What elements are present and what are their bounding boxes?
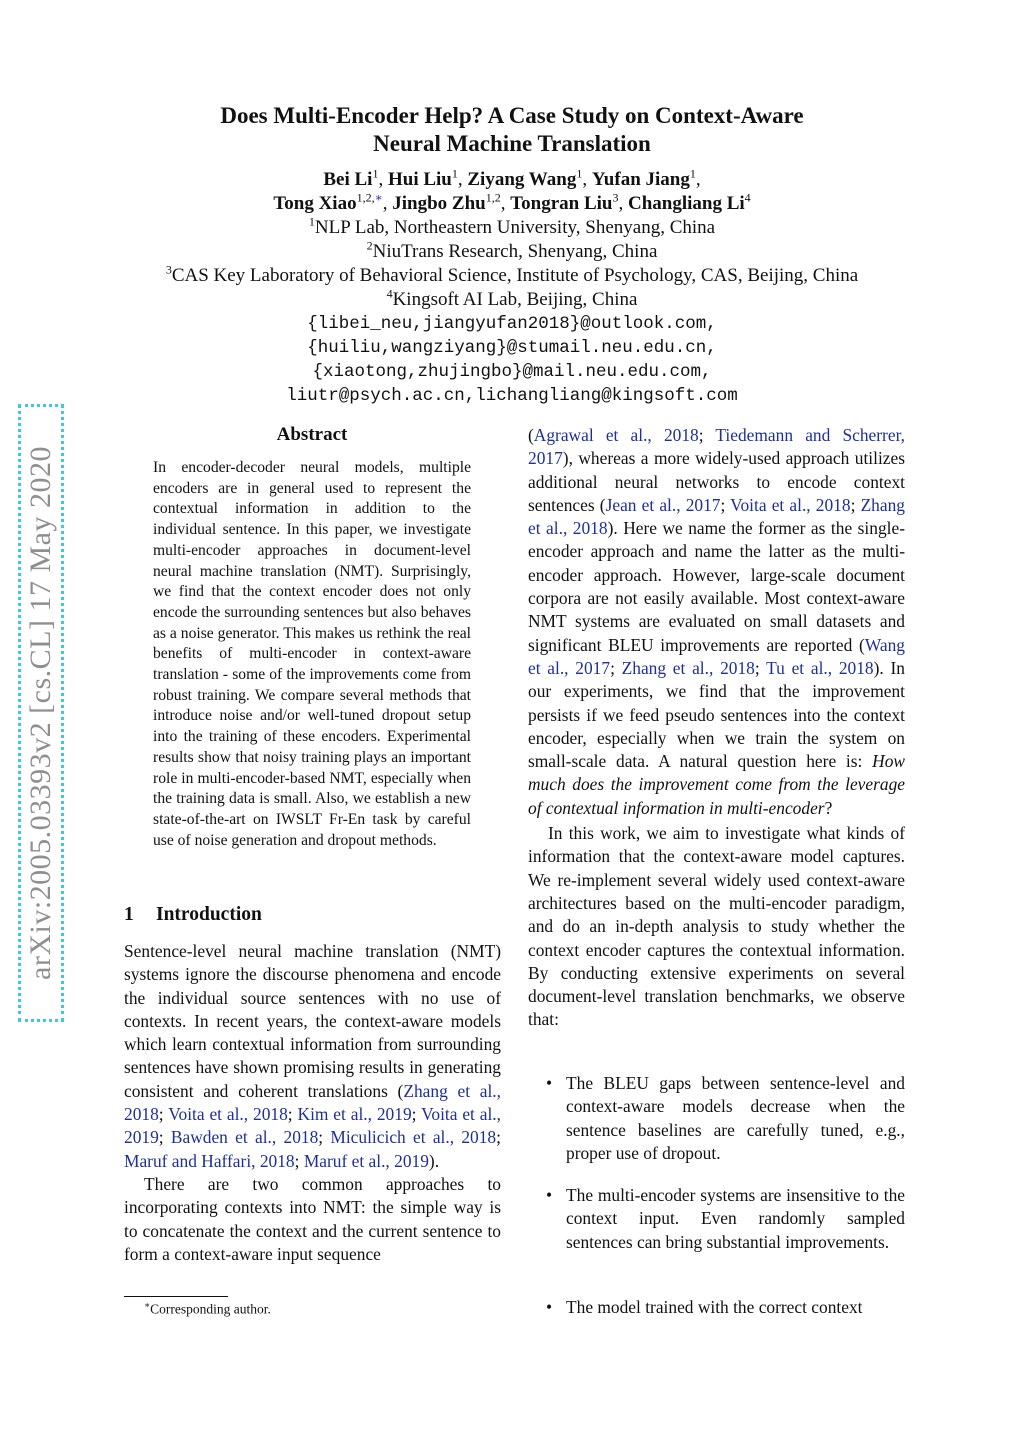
author-name: Tong Xiao <box>273 193 357 214</box>
affiliation-2 <box>100 240 924 264</box>
email-line: {libei_neu,jiangyufan2018}@outlook.com, <box>307 314 717 334</box>
abstract-body: In encoder-decoder neural models, multiple encoders are in general used to represent the contextual information in addition to the individual sentence. In this paper, we investigate multi-encoder approaches in document-level neural machine translation (NMT). Surprisingly, we find that the context encoder does not only encode the surrounding sentences but also behaves as a noise generator. This makes us rethink the real benefits of multi-encoder in context-aware translation - some of the improvements come from robust training. We compare several methods that introduce noise and/or well-tuned dropout setup into the training of these encoders. Experimental results show that noisy training plays an important role in multi-encoder-based NMT, especially when the training data is small. Also, we establish a new state-of-the-art on IWSLT Fr-En task by careful use of noise generation and dropout methods. <box>153 459 471 849</box>
affiliation-3 <box>100 264 924 288</box>
footnote-text: Corresponding author. <box>150 1301 271 1317</box>
paragraph-text: Sentence-level neural machine translation (NMT) systems ignore the discourse phenomena and encode the individual source sentences with no use of contexts. In recent years, the context-aware models which learn contextual information from surrounding sentences have shown promising results in generating consistent and coherent translations ( <box>124 941 501 1101</box>
affiliation-mark: 2 <box>366 238 373 253</box>
affiliation-text: NLP Lab, Northeastern University, Shenyang, China <box>314 217 716 238</box>
findings-list <box>528 1184 905 1254</box>
author-name: Ziyang Wang <box>467 169 577 190</box>
author-name: Bei Li <box>323 169 373 190</box>
list-item-text: The model trained with the correct context <box>566 1297 863 1317</box>
list-item <box>528 1296 905 1319</box>
citation-link[interactable]: Miculicich et al., 2018 <box>330 1127 497 1148</box>
section-number: 1 <box>124 904 134 925</box>
author-affil-mark: 4 <box>744 190 751 205</box>
author-affil-mark: 1 <box>689 166 696 181</box>
research-question: How much does the improvement come from the leverage of contextual information in multi-encoder <box>528 751 905 818</box>
citation-link[interactable]: Zhang et al., 2018 <box>528 494 905 539</box>
author-block <box>100 168 924 408</box>
paragraph-text: ). In our experiments, we find that the improvement persists if we feed pseudo sentences into the context encoder, especially when we train the system on small-scale data. A natural question here is: <box>528 657 905 772</box>
affiliation-1 <box>100 216 924 240</box>
citation-link[interactable]: Tu et al., 2018 <box>766 657 874 678</box>
author-affil-mark: 1,2 <box>485 190 501 205</box>
right-column-body <box>528 424 905 1032</box>
findings-list <box>528 1296 905 1319</box>
affiliation-mark: 4 <box>386 286 393 301</box>
arxiv-identifier: arXiv:2005.03393v2 [cs.CL] 17 May 2020 <box>24 446 57 980</box>
email-line: {xiaotong,zhujingbo}@mail.neu.edu.com, <box>312 362 712 382</box>
affiliation-mark: 1 <box>308 214 315 229</box>
list-item <box>528 1072 905 1165</box>
author-affil-mark: 3 <box>612 190 619 205</box>
corresponding-author-mark[interactable]: ∗ <box>374 190 383 205</box>
list-item-text: The BLEU gaps between sentence-level and context-aware models decrease when the sentence baselines are carefully tuned, e.g., proper use of dropout. <box>566 1073 905 1163</box>
section-title: Introduction <box>156 904 262 925</box>
author-affil-mark: 1,2, <box>356 190 375 205</box>
arxiv-stamp <box>18 404 64 1022</box>
affiliation-text: Kingsoft AI Lab, Beijing, China <box>392 289 638 310</box>
author-name: Yufan Jiang <box>591 169 690 190</box>
author-name: Changliang Li <box>627 193 745 214</box>
list-item-text: The multi-encoder systems are insensitive to the context input. Even randomly sampled sentences can bring substantial improvements. <box>566 1185 905 1252</box>
author-name: Jingbo Zhu <box>392 193 486 214</box>
intro-paragraph-3: In this work, we aim to investigate what kinds of information that the context-aware model captures. We re-implement several widely used context-aware architectures based on the multi-encoder paradigm, and do an in-depth analysis to study whether the context encoder captures the contextual information. By conducting extensive experiments on several document-level translation benchmarks, we observe that: <box>528 823 905 1030</box>
email-line: liutr@psych.ac.cn,lichangliang@kingsoft.com <box>286 386 738 406</box>
title-line-1: Does Multi-Encoder Help? A Case Study on Context-Aware <box>220 103 804 128</box>
author-affil-mark: 1 <box>372 166 379 181</box>
author-affil-mark: 1 <box>576 166 583 181</box>
citation-link[interactable]: Jean et al., 2017 <box>605 494 721 515</box>
paragraph-text: ). Here we name the former as the single-encoder approach and name the latter as the multi-encoder approach. However, large-scale document corpora are not easily available. Most context-aware NMT systems are evaluated on small datasets and significant BLEU improvements are reported ( <box>528 518 905 655</box>
citation-link[interactable]: Zhang et al., 2018 <box>621 657 755 678</box>
bullet-icon: • <box>546 1185 553 1205</box>
intro-paragraph-2-continued: (Agrawal et al., 2018; Tiedemann and Scherrer, 2017), whereas a more widely-used approach utilizes additional neural networks to encode context sentences (Jean et al., 2017; Voita et al., 2018; Zhang et al., 2018). Here we name the former as the single-encoder approach and name the latter as the multi-encoder approach. However, large-scale document corpora are not easily available. Most context-aware NMT systems are evaluated on small datasets and significant BLEU improvements are reported (Wang et al., 2017; Zhang et al., 2018; Tu et al., 2018). In our experiments, we find that the improvement persists if we feed pseudo sentences into the context encoder, especially when we train the system on small-scale data. A natural question here is: How much does the improvement come from the leverage of contextual information in multi-encoder? <box>528 425 906 818</box>
findings-list <box>528 1072 905 1165</box>
affiliation-4 <box>100 288 924 312</box>
citation-link[interactable]: Bawden et al., 2018 <box>170 1127 319 1148</box>
email-line: {huiliu,wangziyang}@stumail.neu.edu.cn, <box>307 338 717 358</box>
citation-link[interactable]: Kim et al., 2019 <box>297 1104 412 1125</box>
citation-link[interactable]: Tiedemann and Scherrer, 2017 <box>528 425 906 469</box>
citation-link[interactable]: Maruf et al., 2019 <box>303 1150 429 1171</box>
abstract-heading: Abstract <box>276 424 348 445</box>
citation-link[interactable]: Agrawal et al., 2018 <box>533 425 699 445</box>
paper-title <box>130 102 894 158</box>
citation-link[interactable]: Zhang et al., 2018 <box>124 1080 502 1125</box>
bullet-icon: • <box>546 1073 553 1093</box>
intro-paragraph-2: There are two common approaches to incorporating contexts into NMT: the simple way is to concatenate the context and the current sentence to form a context-aware input sequence <box>124 1173 501 1264</box>
intro-paragraph-1: Sentence-level neural machine translation (NMT) systems ignore the discourse phenomena and encode the individual source sentences with no use of contexts. In recent years, the context-aware models which learn contextual information from surrounding sentences have shown promising results in generating consistent and coherent translations (Zhang et al., 2018; Voita et al., 2018; Kim et al., 2019; Voita et al., 2019; Bawden et al., 2018; Miculicich et al., 2018; Maruf and Haffari, 2018; Maruf et al., 2019). <box>124 941 502 1171</box>
affiliation-text: NiuTrans Research, Shenyang, China <box>372 241 658 262</box>
author-name: Tongran Liu <box>510 193 613 214</box>
paragraph-text: ), whereas a more widely-used approach utilizes additional neural networks to encode context sentences ( <box>528 448 905 515</box>
footnote-divider <box>124 1296 228 1297</box>
author-affil-mark: 1 <box>451 166 458 181</box>
author-line-2: Tong Xiao$^{1,2,∗}$, Jingbo Zhu$^{1,2}$, Tongran Liu$^3$, Changliang Li$^4$ <box>273 190 751 214</box>
footnote <box>144 1300 271 1318</box>
author-line-1: Bei Li$^1$, Hui Liu$^1$, Ziyang Wang$^1$, Yufan Jiang$^1$, <box>323 166 701 190</box>
citation-link[interactable]: Wang et al., 2017 <box>528 634 905 678</box>
paragraph-text: ? <box>824 797 833 818</box>
affiliation-text: CAS Key Laboratory of Behavioral Science, Institute of Psychology, CAS, Beijing, China <box>171 265 859 286</box>
bullet-icon: • <box>546 1297 553 1317</box>
email-list <box>100 312 924 408</box>
citation-link[interactable]: Voita et al., 2018 <box>168 1104 288 1125</box>
left-column-body <box>124 940 501 1266</box>
section-heading-introduction <box>124 904 262 926</box>
citation-link[interactable]: Maruf and Haffari, 2018 <box>124 1150 295 1171</box>
citation-link[interactable]: Voita et al., 2019 <box>124 1104 502 1148</box>
list-item <box>528 1184 905 1254</box>
footnote-mark: ∗ <box>144 1300 151 1310</box>
affiliation-mark: 3 <box>165 262 172 277</box>
citation-link[interactable]: Voita et al., 2018 <box>730 494 851 515</box>
title-line-2: Neural Machine Translation <box>373 131 651 156</box>
author-name: Hui Liu <box>387 169 452 190</box>
